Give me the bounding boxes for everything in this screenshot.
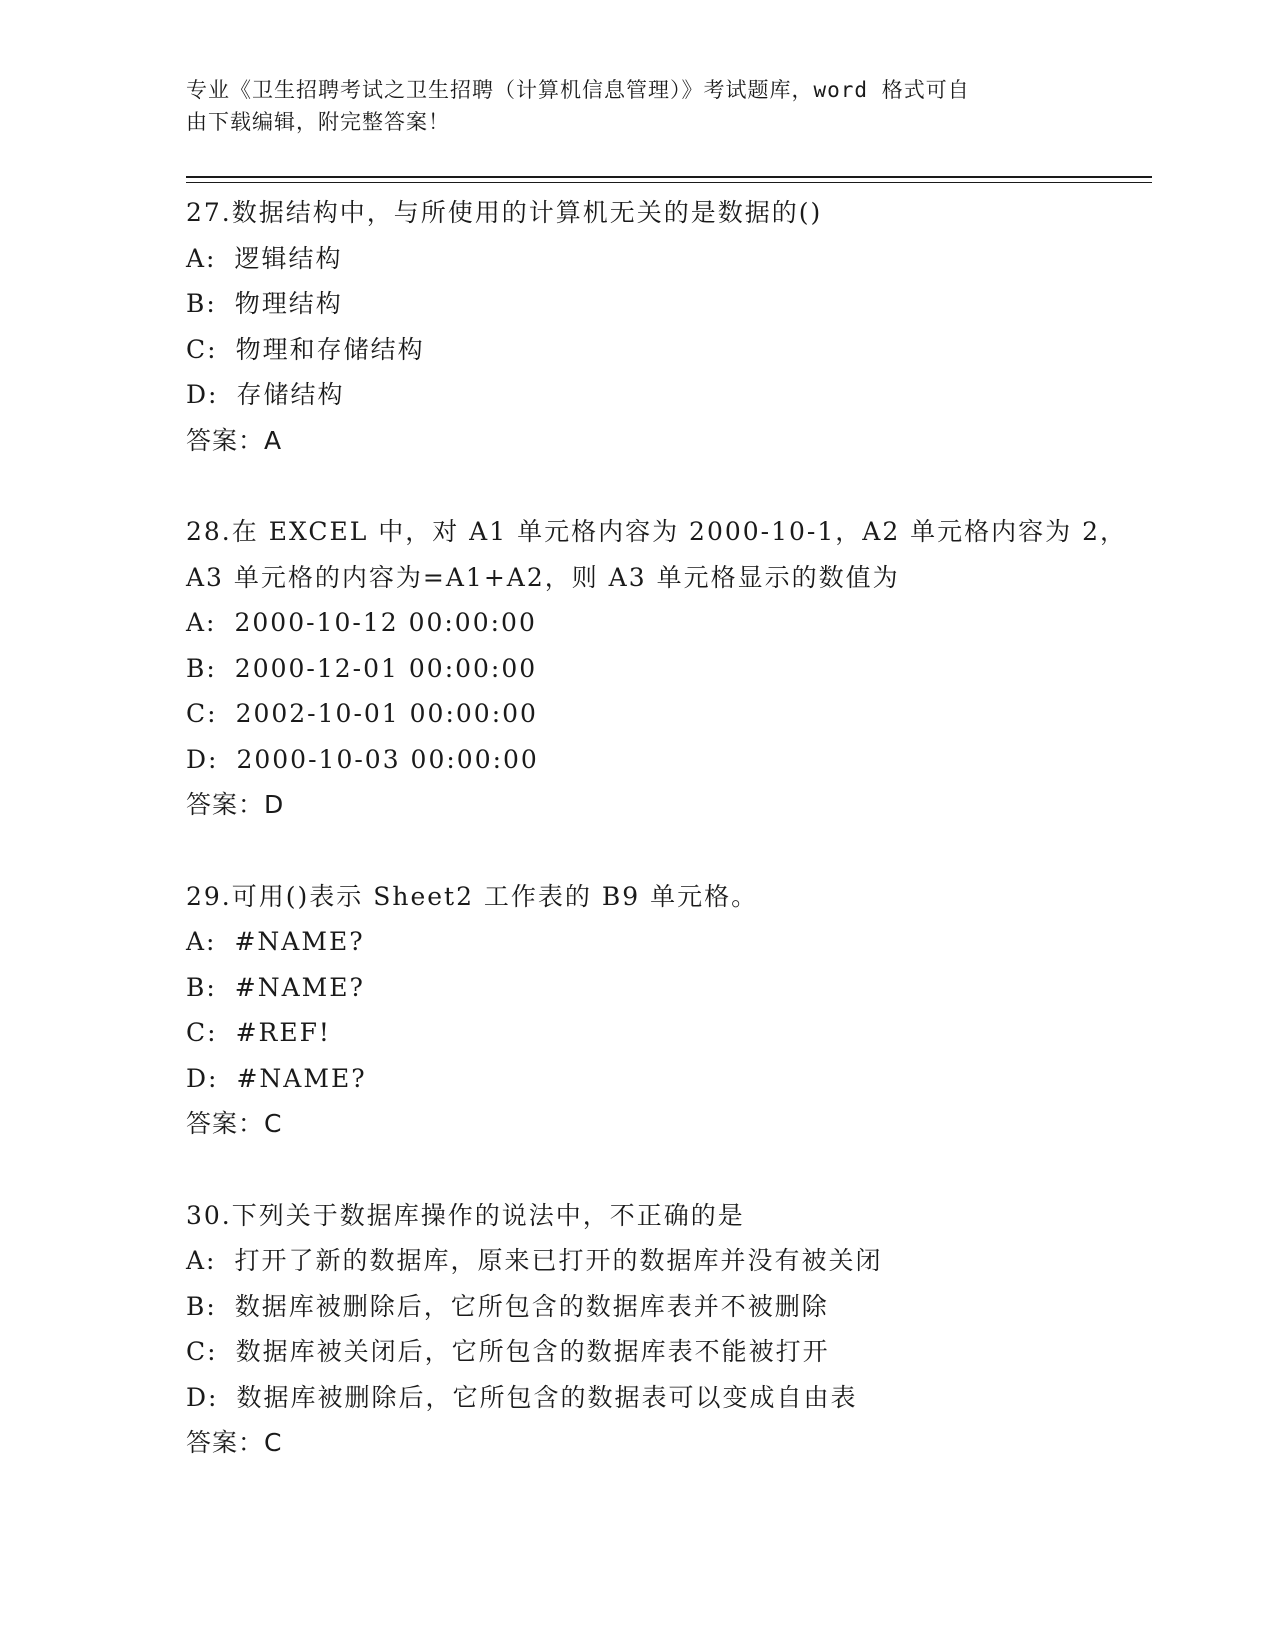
answer-line: 答案：D [186, 790, 285, 819]
option-b [186, 965, 1186, 1011]
header-divider-thin [186, 182, 1152, 183]
header-line-1: 专业《卫生招聘考试之卫生招聘（计算机信息管理）》考试题库，word 格式可自 [186, 78, 970, 102]
document-header [186, 74, 1066, 138]
option-text: 2002-10-01 00:00:00 [235, 699, 538, 728]
option-letter: C: [186, 1337, 218, 1366]
header-line-2: 由下载编辑，附完整答案！ [186, 110, 450, 134]
option-text: #NAME? [236, 1063, 367, 1093]
option-text: #REF! [235, 1018, 331, 1047]
option-letter: D: [186, 1382, 219, 1412]
option-letter: D: [186, 380, 219, 409]
option-c [186, 327, 1186, 373]
option-letter: D: [186, 744, 219, 774]
option-text: 数据库被删除后，它所包含的数据库表并不被删除 [234, 1291, 829, 1321]
option-text: 物理结构 [234, 289, 343, 318]
option-letter: C: [186, 699, 218, 728]
option-letter: C: [186, 334, 218, 364]
option-letter: C: [186, 1018, 218, 1047]
option-d [186, 372, 1186, 418]
option-c [186, 1329, 1186, 1375]
question-list [186, 190, 1186, 1512]
question-stem: 30.下列关于数据库操作的说法中，不正确的是 [186, 1200, 745, 1230]
question-28 [186, 509, 1186, 828]
option-a [186, 236, 1186, 282]
question-30 [186, 1193, 1186, 1466]
option-letter: B: [186, 653, 217, 683]
option-text: 数据库被关闭后，它所包含的数据库表不能被打开 [235, 1337, 830, 1366]
answer-line: 答案：C [186, 1109, 283, 1138]
answer-line: 答案：A [186, 425, 283, 455]
option-letter: B: [186, 972, 217, 1002]
option-a [186, 600, 1186, 646]
option-text: 逻辑结构 [234, 243, 343, 273]
option-b [186, 281, 1186, 327]
option-text: #NAME? [234, 927, 365, 956]
option-a [186, 919, 1186, 965]
option-letter: B: [186, 289, 217, 318]
option-c [186, 691, 1186, 737]
question-stem: 28.在 EXCEL 中，对 A1 单元格内容为 2000-10-1，A2 单元格内容为 2， [186, 517, 1128, 546]
option-letter: A: [186, 927, 217, 956]
option-text: 物理和存储结构 [235, 334, 425, 364]
question-stem-continued: A3 单元格的内容为=A1+A2，则 A3 单元格显示的数值为 [186, 562, 900, 592]
option-c [186, 1010, 1186, 1056]
question-stem: 27.数据结构中，与所使用的计算机无关的是数据的() [186, 198, 823, 227]
answer-line: 答案：C [186, 1428, 283, 1457]
option-b [186, 646, 1186, 692]
option-letter: D: [186, 1063, 219, 1093]
option-text: 存储结构 [236, 380, 345, 409]
option-letter: A: [186, 608, 217, 637]
header-divider-thick [186, 176, 1152, 178]
option-letter: A: [186, 1246, 217, 1275]
option-text: 2000-10-03 00:00:00 [236, 744, 539, 774]
option-text: 打开了新的数据库，原来已打开的数据库并没有被关闭 [234, 1246, 883, 1275]
question-29 [186, 874, 1186, 1147]
option-d [186, 737, 1186, 783]
option-d [186, 1375, 1186, 1421]
option-d [186, 1056, 1186, 1102]
question-27 [186, 190, 1186, 463]
question-stem: 29.可用()表示 Sheet2 工作表的 B9 单元格。 [186, 881, 759, 911]
option-a [186, 1238, 1186, 1284]
option-text: 2000-10-12 00:00:00 [234, 608, 537, 637]
option-letter: B: [186, 1291, 217, 1321]
option-text: 2000-12-01 00:00:00 [234, 653, 538, 683]
option-text: #NAME? [234, 972, 365, 1002]
option-letter: A: [186, 243, 217, 273]
option-text: 数据库被删除后，它所包含的数据表可以变成自由表 [236, 1382, 858, 1412]
option-b [186, 1284, 1186, 1330]
